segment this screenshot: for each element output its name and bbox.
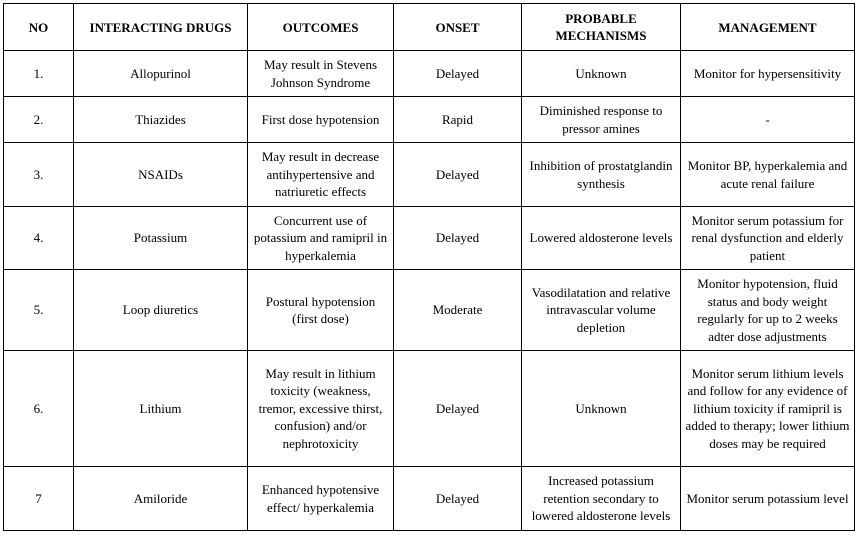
table-row [4,351,855,467]
cell-onset: Delayed [394,351,522,467]
cell-outcome: Enhanced hypotensive effect/ hyperkalemia [248,467,394,531]
cell-outcome: Concurrent use of potassium and ramipril in hyperkalemia [248,207,394,270]
cell-mechanism: Unknown [522,351,681,467]
cell-management: - [681,97,855,143]
table-row [4,467,855,531]
cell-drug: Loop diuretics [74,270,248,351]
header-interacting-drugs: INTERACTING DRUGS [74,4,248,51]
header-no: NO [4,4,74,51]
drug-interaction-table [3,3,855,531]
cell-onset: Delayed [394,467,522,531]
cell-no: 3. [4,143,74,207]
cell-onset: Moderate [394,270,522,351]
cell-onset: Rapid [394,97,522,143]
cell-drug: Allopurinol [74,51,248,97]
header-probable-mechanisms: PROBABLE MECHANISMS [522,4,681,51]
cell-drug: Potassium [74,207,248,270]
cell-mechanism: Lowered aldosterone levels [522,207,681,270]
cell-outcome: May result in decrease antihypertensive and natriuretic effects [248,143,394,207]
header-management: MANAGEMENT [681,4,855,51]
cell-management: Monitor serum lithium levels and follow for any evidence of lithium toxicity if ramipril is added to therapy; lower lithium doses may be required [681,351,855,467]
cell-management: Monitor for hypersensitivity [681,51,855,97]
cell-outcome: May result in lithium toxicity (weakness, tremor, excessive thirst, confusion) and/or nephrotoxicity [248,351,394,467]
cell-mechanism: Vasodilatation and relative intravascular volume depletion [522,270,681,351]
table-row [4,143,855,207]
cell-no: 5. [4,270,74,351]
cell-outcome: First dose hypotension [248,97,394,143]
cell-mechanism: Inhibition of prostatglandin synthesis [522,143,681,207]
table-row [4,97,855,143]
cell-management: Monitor hypotension, fluid status and body weight regularly for up to 2 weeks adter dose adjustments [681,270,855,351]
table-row [4,207,855,270]
header-row [4,4,855,51]
header-outcomes: OUTCOMES [248,4,394,51]
cell-no: 6. [4,351,74,467]
cell-mechanism: Diminished response to pressor amines [522,97,681,143]
cell-outcome: Postural hypotension (first dose) [248,270,394,351]
table-row [4,51,855,97]
cell-drug: Thiazides [74,97,248,143]
table-body [4,51,855,531]
table-header [4,4,855,51]
cell-management: Monitor BP, hyperkalemia and acute renal failure [681,143,855,207]
cell-drug: Lithium [74,351,248,467]
cell-mechanism: Increased potassium retention secondary to lowered aldosterone levels [522,467,681,531]
cell-no: 1. [4,51,74,97]
cell-drug: NSAIDs [74,143,248,207]
cell-onset: Delayed [394,207,522,270]
cell-mechanism: Unknown [522,51,681,97]
cell-drug: Amiloride [74,467,248,531]
cell-no: 7 [4,467,74,531]
cell-management: Monitor serum potassium for renal dysfunction and elderly patient [681,207,855,270]
cell-onset: Delayed [394,51,522,97]
cell-onset: Delayed [394,143,522,207]
table-row [4,270,855,351]
cell-no: 4. [4,207,74,270]
header-onset: ONSET [394,4,522,51]
cell-outcome: May result in Stevens Johnson Syndrome [248,51,394,97]
cell-management: Monitor serum potassium level [681,467,855,531]
cell-no: 2. [4,97,74,143]
